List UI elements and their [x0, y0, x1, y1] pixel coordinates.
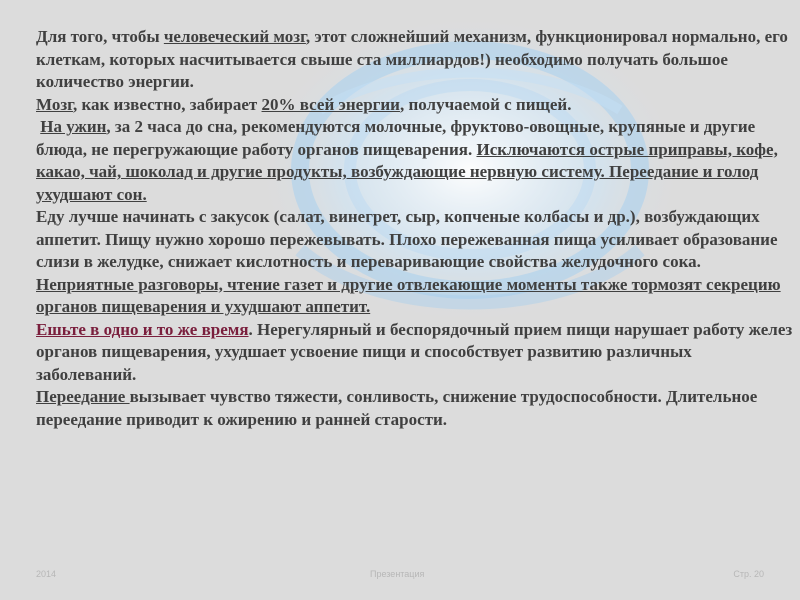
footer-page-number: Стр. 20	[733, 569, 764, 579]
highlighted-underlined-text: Ешьте в одно и то же время	[36, 319, 249, 339]
underlined-text: Мозг	[36, 94, 73, 114]
paragraph-dinner	[36, 116, 796, 206]
underlined-text: человеческий мозг	[163, 27, 306, 46]
slide-body	[36, 26, 796, 431]
text-run: вызывает чувство тяжести, сонливость, снижение трудоспособности. Длительное переедание приводит к ожирению и ранней старости.	[36, 387, 758, 429]
paragraph-overeating	[36, 386, 796, 431]
paragraph-brain-percent	[36, 94, 796, 117]
text-run: Для того, чтобы	[36, 27, 164, 46]
text-run: . Нерегулярный и беспорядочный прием пищи нарушает работу желез органов пищеварения, ухудшает усвоение пищи и способствует развитию различных заболеваний.	[36, 319, 793, 384]
underlined-text: Переедание	[36, 387, 130, 406]
footer-date: 2014	[36, 569, 57, 579]
underlined-text: Неприятные разговоры, чтение газет и другие отвлекающие моменты также тормозят секрецию органов пищеварения и ухудшают аппетит.	[36, 274, 781, 316]
paragraph-meal-time	[36, 319, 796, 387]
underlined-text: Исключаются острые приправы, кофе, какао, чай, шоколад и другие продукты, возбуждающие нервную систему. Переедание и голод ухудшают сон.	[36, 139, 778, 204]
footer-title: Презентация	[370, 569, 425, 579]
paragraph-brain-energy	[36, 26, 796, 94]
text-run: , за 2 часа до сна, рекомендуются молочные, фруктово-овощные, крупяные и другие блюда, не перегружающие работу органов пищеварения.	[36, 117, 756, 159]
underlined-text: На ужин	[40, 117, 107, 136]
paragraph-appetizers	[36, 206, 796, 319]
text-run: , получаемой с пищей.	[399, 94, 572, 114]
text-run: , как известно, забирает	[72, 94, 262, 114]
text-run: Еду лучше начинать с закусок (салат, винегрет, сыр, копченые колбасы и др.), возбуждающих аппетит. Пищу нужно хорошо пережевывать. Плохо пережеванная пища усиливает образование слизи в желудке, снижает кислотность и переваривающие свойства желудочного сока.	[36, 207, 778, 271]
text-run: , этот сложнейший механизм, функционировал нормально, его клеткам, которых насчитывается свыше ста миллиардов!) необходимо получать большое количество энергии.	[36, 27, 788, 91]
underlined-text: 20% всей энергии	[261, 94, 400, 114]
